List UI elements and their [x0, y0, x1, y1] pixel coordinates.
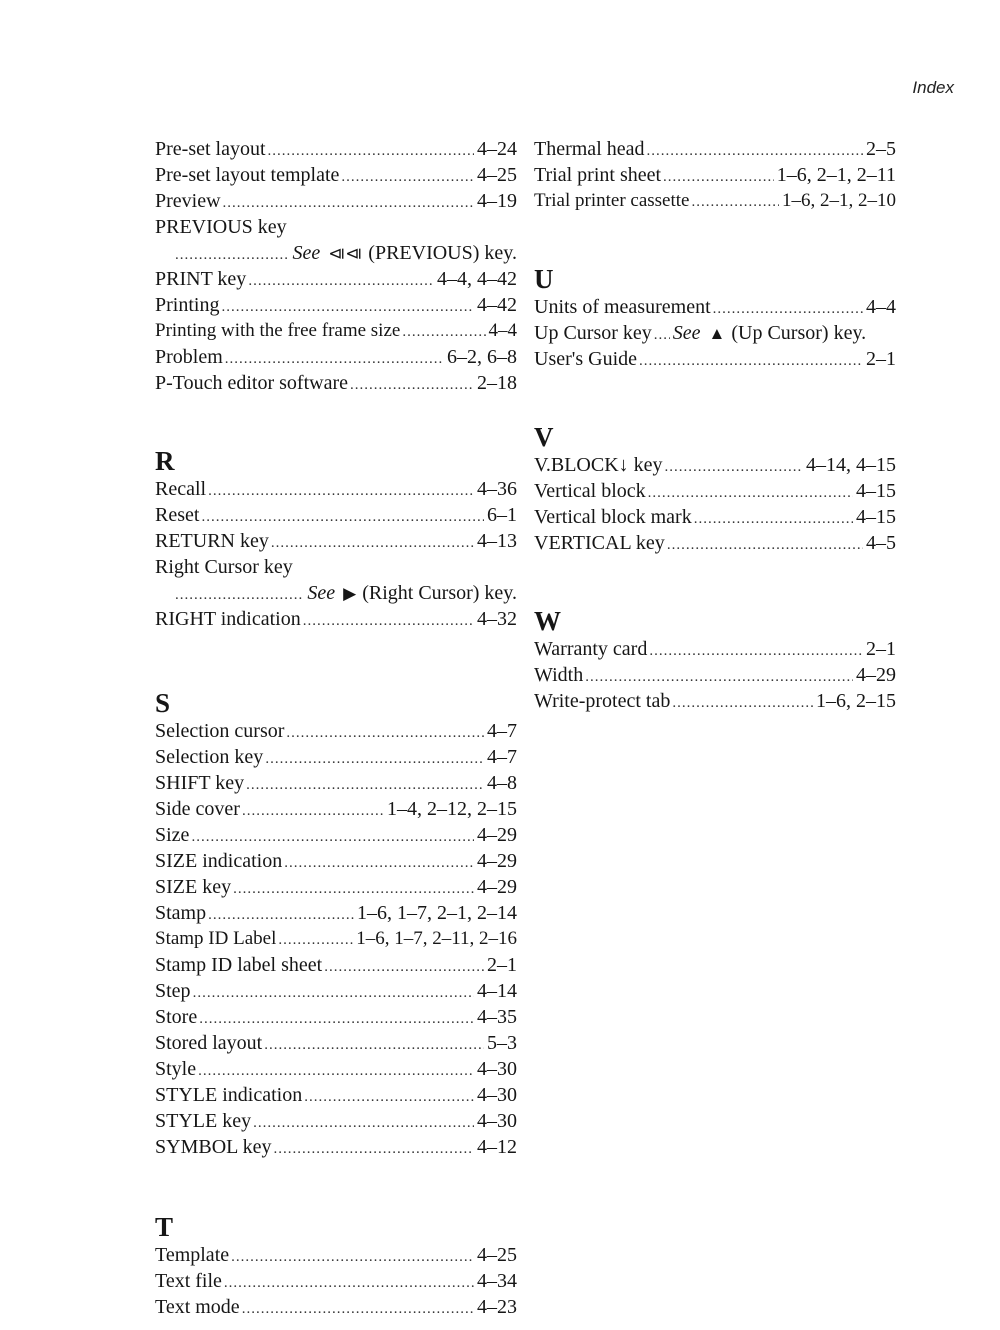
entry-term: Printing with the free frame size — [155, 320, 401, 341]
dot-leader — [694, 506, 853, 532]
index-entry — [155, 952, 517, 978]
entry-term: Vertical block mark — [534, 506, 692, 528]
index-entry — [534, 662, 896, 688]
entry-page-refs: 4–32 — [477, 608, 517, 630]
index-entry — [155, 848, 517, 874]
dot-leader — [242, 1296, 474, 1322]
dot-leader — [341, 164, 474, 190]
entry-term: Stamp ID label sheet — [155, 954, 323, 976]
index-entry-previous-key — [155, 214, 517, 266]
index-entry — [155, 370, 517, 396]
index-column-left — [155, 136, 517, 1320]
dot-leader — [231, 1244, 474, 1270]
dot-leader — [253, 1110, 474, 1136]
entry-page-refs: 1–4, 2–12, 2–15 — [387, 798, 517, 820]
index-entry — [155, 1030, 517, 1056]
dot-leader — [286, 720, 484, 746]
index-entry — [155, 1134, 517, 1160]
entry-group-t — [155, 1242, 517, 1320]
entry-term: Text file — [155, 1270, 222, 1292]
entry-term: Selection key — [155, 746, 264, 768]
dot-leader — [324, 954, 484, 980]
entry-page-refs: 4–15 — [856, 480, 896, 502]
see-target: (Up Cursor) key. — [731, 322, 867, 344]
entry-page-refs: 4–29 — [856, 664, 896, 686]
section-heading-s: S — [155, 688, 171, 718]
entry-page-refs: 4–4, 4–42 — [437, 268, 517, 290]
entry-term: RETURN key — [155, 530, 269, 552]
entry-group-p2 — [155, 266, 517, 396]
section-heading-u: U — [534, 264, 554, 294]
entry-group-v — [534, 452, 896, 556]
entry-page-refs: 2–18 — [477, 372, 517, 394]
entry-page-refs: 6–1 — [487, 504, 517, 526]
entry-page-refs: 2–1 — [866, 638, 896, 660]
entry-term: Preview — [155, 190, 221, 212]
index-entry — [155, 476, 517, 502]
entry-page-refs: 4–29 — [477, 850, 517, 872]
dot-leader — [665, 454, 803, 480]
entry-term: Right Cursor key — [155, 556, 293, 578]
entry-group-r2 — [155, 606, 517, 632]
entry-page-refs: 4–7 — [487, 720, 517, 742]
index-entry — [534, 688, 896, 714]
entry-page-refs: 5–3 — [487, 1032, 517, 1054]
entry-page-refs: 2–1 — [866, 348, 896, 370]
dot-leader — [691, 189, 779, 215]
section-heading-r: R — [155, 446, 175, 476]
entry-term: Units of measurement — [534, 296, 711, 318]
dot-leader — [221, 294, 474, 320]
entry-term: Stored layout — [155, 1032, 263, 1054]
index-entry — [155, 744, 517, 770]
entry-term: STYLE key — [155, 1110, 252, 1132]
dot-leader — [198, 1058, 474, 1084]
index-entry — [155, 606, 517, 632]
index-entry — [155, 528, 517, 554]
dot-leader — [278, 927, 353, 953]
entry-page-refs: 4–30 — [477, 1084, 517, 1106]
dot-leader — [648, 480, 853, 506]
right-triangle-icon: ▶ — [343, 584, 357, 603]
dot-leader — [265, 746, 484, 772]
index-entry — [534, 162, 896, 188]
entry-term: Pre-set layout template — [155, 164, 340, 186]
entry-group-r — [155, 476, 517, 554]
entry-page-refs: 1–6, 2–1, 2–10 — [782, 190, 896, 211]
entry-page-refs: 2–1 — [487, 954, 517, 976]
index-column-right — [534, 136, 896, 714]
entry-page-refs: 4–42 — [477, 294, 517, 316]
dot-leader — [639, 348, 863, 374]
index-entry — [155, 502, 517, 528]
see-target: (PREVIOUS) key. — [368, 242, 517, 264]
index-entry — [155, 1056, 517, 1082]
entry-term: Thermal head — [534, 138, 645, 160]
entry-term: Up Cursor key — [534, 322, 652, 344]
dot-leader — [663, 164, 774, 190]
entry-group-t-right — [534, 136, 896, 214]
dot-leader — [225, 346, 444, 372]
entry-term: Width — [534, 664, 584, 686]
index-entry — [534, 452, 896, 478]
see-target: (Right Cursor) key. — [362, 582, 517, 604]
entry-term: SHIFT key — [155, 772, 245, 794]
entry-page-refs: 4–15 — [856, 506, 896, 528]
dot-leader — [242, 798, 384, 824]
entry-term: SYMBOL key — [155, 1136, 272, 1158]
dot-leader — [268, 138, 474, 164]
entry-term: Warranty card — [534, 638, 648, 660]
entry-term: Selection cursor — [155, 720, 285, 742]
dot-leader — [175, 242, 290, 268]
entry-term: SIZE key — [155, 876, 232, 898]
dot-leader — [271, 530, 474, 556]
entry-page-refs: 4–24 — [477, 138, 517, 160]
entry-page-refs: 2–5 — [866, 138, 896, 160]
dot-leader — [402, 319, 485, 345]
entry-page-refs: 4–25 — [477, 1244, 517, 1266]
entry-term: User's Guide — [534, 348, 638, 370]
index-entry — [155, 318, 517, 344]
entry-term: RIGHT indication — [155, 608, 301, 630]
dot-leader — [223, 190, 474, 216]
entry-page-refs: 1–6, 1–7, 2–1, 2–14 — [357, 902, 517, 924]
index-entry — [155, 770, 517, 796]
index-entry — [155, 1268, 517, 1294]
index-entry — [534, 136, 896, 162]
index-entry — [534, 636, 896, 662]
entry-term: Stamp — [155, 902, 207, 924]
dot-leader — [585, 664, 853, 690]
entry-page-refs: 4–19 — [477, 190, 517, 212]
entry-page-refs: 4–7 — [487, 746, 517, 768]
entry-group-u2 — [534, 346, 896, 372]
entry-page-refs: 1–6, 1–7, 2–11, 2–16 — [356, 928, 517, 949]
index-entry — [534, 188, 896, 214]
dot-leader — [350, 372, 474, 398]
dot-leader — [303, 608, 474, 634]
entry-page-refs: 4–14 — [477, 980, 517, 1002]
entry-page-refs: 4–14, 4–15 — [806, 454, 896, 476]
dot-leader — [264, 1032, 484, 1058]
entry-page-refs: 4–25 — [477, 164, 517, 186]
see-label: See — [307, 582, 336, 604]
index-entry — [155, 1294, 517, 1320]
index-entry — [534, 478, 896, 504]
index-entry — [534, 530, 896, 556]
dot-leader — [199, 1006, 474, 1032]
dot-leader — [224, 1270, 474, 1296]
entry-term: VERTICAL key — [534, 532, 665, 554]
entry-page-refs: 4–12 — [477, 1136, 517, 1158]
section-heading-w: W — [534, 606, 561, 636]
entry-term: Text mode — [155, 1296, 240, 1318]
entry-term: Vertical block — [534, 480, 646, 502]
entry-term: Template — [155, 1244, 230, 1266]
entry-term: Store — [155, 1006, 198, 1028]
dot-leader — [713, 296, 863, 322]
index-entry — [534, 346, 896, 372]
entry-term: Style — [155, 1058, 197, 1080]
entry-page-refs: 4–4 — [866, 296, 896, 318]
entry-page-refs: 6–2, 6–8 — [447, 346, 517, 368]
entry-term: Trial printer cassette — [534, 190, 690, 211]
entry-term: Recall — [155, 478, 207, 500]
dot-leader — [654, 322, 670, 348]
index-entry — [155, 266, 517, 292]
entry-term: Stamp ID Label — [155, 928, 277, 949]
entry-term: Problem — [155, 346, 223, 368]
entry-group-p — [155, 136, 517, 214]
index-entry — [155, 718, 517, 744]
see-label: See — [292, 242, 321, 264]
entry-term: PRINT key — [155, 268, 247, 290]
entry-term: V.BLOCK↓ key — [534, 454, 663, 476]
entry-page-refs: 4–13 — [477, 530, 517, 552]
see-label: See — [672, 322, 701, 344]
index-entry — [155, 926, 517, 952]
entry-page-refs: 4–4 — [488, 320, 517, 341]
entry-group-u — [534, 294, 896, 320]
entry-term: Reset — [155, 504, 200, 526]
index-entry — [155, 900, 517, 926]
dot-leader — [193, 980, 474, 1006]
entry-page-refs: 1–6, 2–1, 2–11 — [776, 164, 896, 186]
entry-term: Step — [155, 980, 191, 1002]
entry-term: STYLE indication — [155, 1084, 303, 1106]
index-entry-right-cursor-key — [155, 554, 517, 606]
entry-page-refs: 4–35 — [477, 1006, 517, 1028]
entry-page-refs: 4–23 — [477, 1296, 517, 1318]
entry-term: SIZE indication — [155, 850, 283, 872]
entry-term: P-Touch editor software — [155, 372, 348, 394]
entry-page-refs: 4–34 — [477, 1270, 517, 1292]
entry-page-refs: 4–29 — [477, 824, 517, 846]
section-heading-v: V — [534, 422, 554, 452]
entry-page-refs: 4–36 — [477, 478, 517, 500]
section-heading-t: T — [155, 1212, 174, 1242]
dot-leader — [175, 582, 304, 608]
index-entry — [155, 1108, 517, 1134]
entry-term: Pre-set layout — [155, 138, 266, 160]
index-entry — [155, 292, 517, 318]
entry-group-w — [534, 636, 896, 714]
index-entry — [155, 188, 517, 214]
dot-leader — [191, 824, 474, 850]
index-entry — [155, 162, 517, 188]
index-entry — [155, 1242, 517, 1268]
entry-term: PREVIOUS key — [155, 216, 287, 238]
running-header: Index — [912, 78, 954, 97]
dot-leader — [304, 1084, 474, 1110]
index-entry — [534, 504, 896, 530]
entry-group-s — [155, 718, 517, 1160]
up-triangle-icon: ▲ — [708, 324, 726, 343]
dot-leader — [647, 138, 864, 164]
entry-page-refs: 4–30 — [477, 1058, 517, 1080]
index-entry — [155, 1004, 517, 1030]
dot-leader — [248, 268, 434, 294]
entry-term: Size — [155, 824, 190, 846]
index-entry — [534, 294, 896, 320]
entry-page-refs: 4–30 — [477, 1110, 517, 1132]
index-entry — [155, 822, 517, 848]
index-entry — [155, 136, 517, 162]
dot-leader — [233, 876, 474, 902]
dot-leader — [208, 478, 474, 504]
entry-page-refs: 4–29 — [477, 876, 517, 898]
entry-term: Trial print sheet — [534, 164, 662, 186]
entry-page-refs: 1–6, 2–15 — [816, 690, 896, 712]
previous-key-icon: ⧏⧏ — [328, 244, 363, 263]
entry-page-refs: 4–5 — [866, 532, 896, 554]
entry-page-refs: 4–8 — [487, 772, 517, 794]
dot-leader — [273, 1136, 474, 1162]
index-entry — [155, 978, 517, 1004]
entry-term: Printing — [155, 294, 220, 316]
dot-leader — [208, 902, 354, 928]
index-entry-up-cursor-key — [534, 320, 896, 346]
index-entry — [155, 874, 517, 900]
index-entry — [155, 1082, 517, 1108]
dot-leader — [284, 850, 474, 876]
dot-leader — [201, 504, 484, 530]
index-entry — [155, 344, 517, 370]
index-entry — [155, 796, 517, 822]
dot-leader — [667, 532, 863, 558]
dot-leader — [246, 772, 484, 798]
entry-term: Side cover — [155, 798, 240, 820]
dot-leader — [649, 638, 863, 664]
entry-term: Write-protect tab — [534, 690, 671, 712]
dot-leader — [672, 690, 813, 716]
